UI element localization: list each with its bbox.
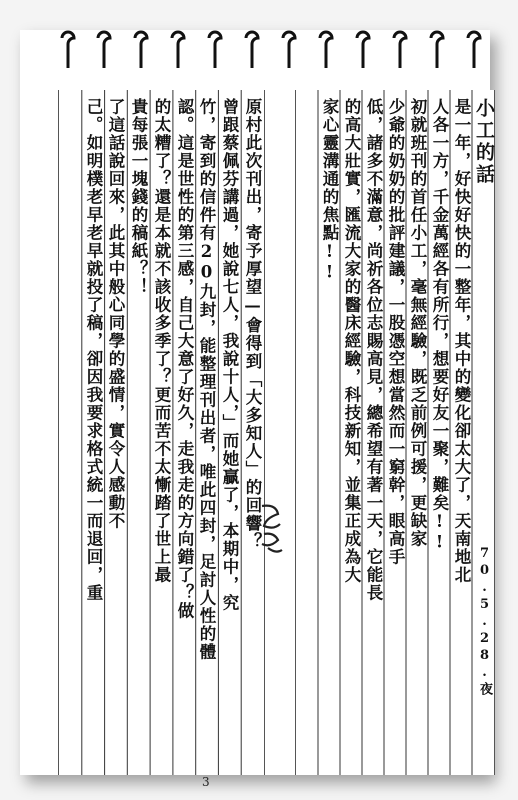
left-column-3: 竹，寄到的信件有20九封，能整理刊出者，唯此四封，足討人性的體: [197, 98, 216, 661]
right-column-5: 低，諸多不滿意，尚祈各位志賜高見，總希望有著一天，它能長: [364, 98, 383, 602]
right-column-2: 人各一方，千金萬經各有所行，想要好友一聚，難矣!!: [430, 98, 449, 553]
left-column-6: 貴每張一塊錢的稿紙？！: [129, 98, 148, 296]
left-manuscript-page: [58, 90, 265, 789]
left-column-2: 曾跟蔡佩芬講過，她說七人，我說十人，」而她贏了，本期中，究: [220, 98, 239, 612]
left-column-7: 了這話說回來，此其中般心同學的盛情，實令人感動不: [106, 98, 125, 530]
article-title: 小工的話: [473, 98, 495, 186]
spiral-ring-icon: [318, 30, 334, 70]
right-column-7: 家心靈溝通的焦點!!: [320, 98, 339, 283]
spiral-ring-icon: [429, 30, 445, 70]
spiral-ring-icon: [466, 30, 482, 70]
spiral-ring-icon: [133, 30, 149, 70]
spiral-binding: [60, 30, 500, 74]
signature-mark: [256, 500, 286, 560]
right-manuscript-page: [295, 90, 495, 775]
right-column-1: 是一年，好快好快的一整年，其中的變化卻太大了，天南地北: [452, 98, 471, 584]
spiral-ring-icon: [96, 30, 112, 70]
right-column-4: 少爺的奶奶的批評建議，一股憑空想當然而一窮幹，眼高手: [386, 98, 405, 566]
left-column-5: 的太糟了？還是本就不該收多季了？更而苦不太慚踏了世上最: [152, 98, 171, 584]
article-date: 70.5.28.夜: [477, 546, 492, 697]
left-column-1: 原村此次刊出，寄予厚望—會得到「大多知人」的回響？: [243, 98, 262, 551]
left-column-4: 認。這是世性的第三感，自己大意了好久，走我走的方向錯了？做: [175, 98, 194, 620]
page-number: 3: [202, 775, 210, 789]
spiral-ring-icon: [281, 30, 297, 70]
right-column-3: 初就班刊的首任小工，毫無經驗，既乏前例可援，更缺家: [408, 98, 427, 548]
spiral-ring-icon: [60, 30, 76, 70]
spiral-ring-icon: [207, 30, 223, 70]
right-column-6: 的高大壯實，匯流大家的醫床經驗，科技新知，並集正成為大: [342, 98, 361, 584]
left-column-8: 己。如明樸老早老早就投了稿，卻因我要求格式統一而退回，重: [84, 98, 103, 602]
spiral-ring-icon: [355, 30, 371, 70]
spiral-ring-icon: [392, 30, 408, 70]
spiral-ring-icon: [170, 30, 186, 70]
spiral-ring-icon: [244, 30, 260, 70]
notebook-sheet: [20, 30, 495, 789]
